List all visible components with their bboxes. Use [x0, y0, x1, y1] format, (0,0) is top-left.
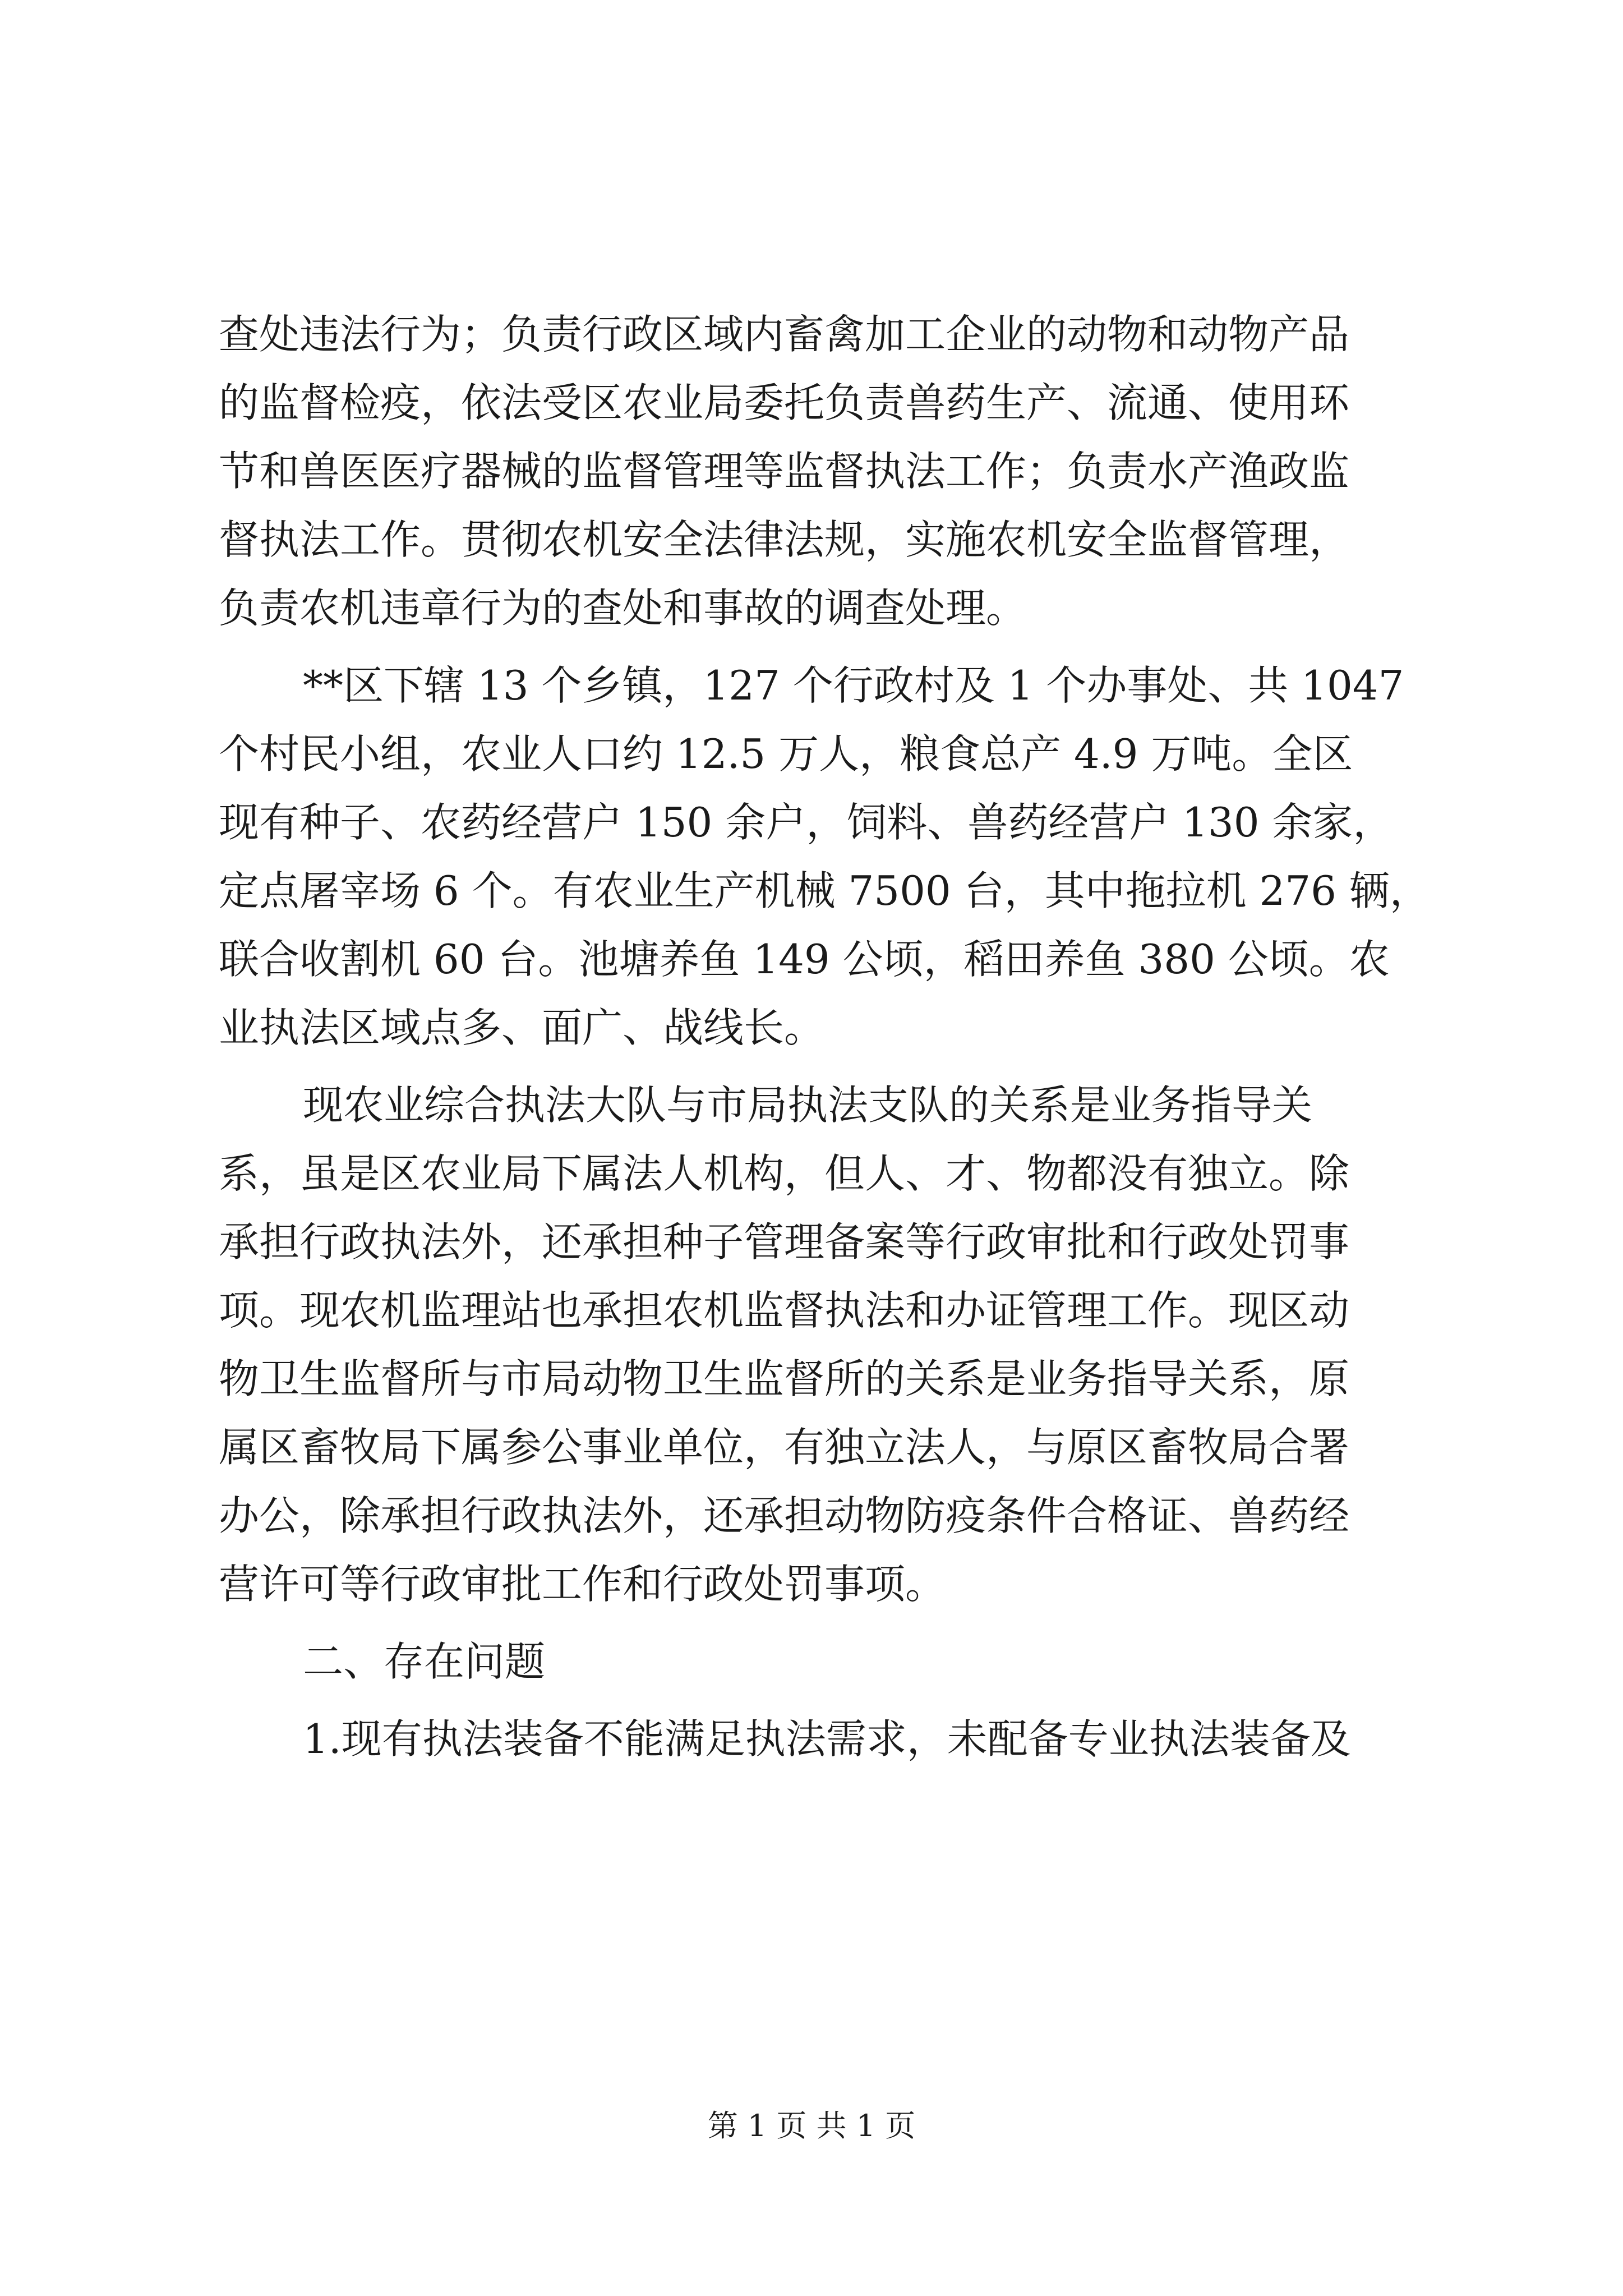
text-line: **区下辖 13 个乡镇，127 个行政村及 1 个办事处、共 1047: [303, 662, 1404, 709]
text-line: 的监督检疫，依法受区农业局委托负责兽药生产、流通、使用环: [219, 379, 1350, 426]
text-line: 联合收割机 60 台。池塘养鱼 149 公顷，稻田养鱼 380 公顷。农: [219, 936, 1390, 983]
text-line: 物卫生监督所与市局动物卫生监督所的关系是业务指导关系，原: [219, 1355, 1350, 1402]
text-line: 属区畜牧局下属参公事业单位，有独立法人，与原区畜牧局合署: [219, 1424, 1350, 1471]
text-line: 项。现农机监理站也承担农机监督执法和办证管理工作。现区动: [219, 1287, 1350, 1334]
text-line: 查处违法行为；负责行政区域内畜禽加工企业的动物和动物产品: [219, 311, 1350, 358]
text-line: 业执法区域点多、面广、战线长。: [219, 1004, 825, 1051]
section-heading: 二、存在问题: [303, 1638, 546, 1685]
text-line: 定点屠宰场 6 个。有农业生产机械 7500 台，其中拖拉机 276 辆，: [219, 867, 1430, 914]
text-line: 个村民小组，农业人口约 12.5 万人，粮食总产 4.9 万吨。全区: [219, 730, 1353, 777]
text-line: 营许可等行政审批工作和行政处罚事项。: [219, 1561, 946, 1608]
text-line: 负责农机违章行为的查处和事故的调查处理。: [219, 585, 1027, 632]
text-line: 现有种子、农药经营户 150 余户，饲料、兽药经营户 130 余家，: [219, 799, 1394, 846]
text-line: 系，虽是区农业局下属法人机构，但人、才、物都没有独立。除: [219, 1150, 1350, 1197]
document-body: [219, 300, 1430, 1773]
text-line: 督执法工作。贯彻农机安全法律法规，实施农机安全监督管理，: [219, 516, 1350, 563]
text-line: 现农业综合执法大队与市局执法支队的关系是业务指导关: [303, 1082, 1313, 1129]
text-line: 办公，除承担行政执法外，还承担动物防疫条件合格证、兽药经: [219, 1492, 1350, 1539]
text-line: 1.现有执法装备不能满足执法需求，未配备专业执法装备及: [303, 1715, 1351, 1763]
text-line: 节和兽医医疗器械的监督管理等监督执法工作；负责水产渔政监: [219, 448, 1350, 495]
page-footer: 第 1 页 共 1 页: [707, 2108, 916, 2143]
text-line: 承担行政执法外，还承担种子管理备案等行政审批和行政处罚事: [219, 1218, 1350, 1266]
